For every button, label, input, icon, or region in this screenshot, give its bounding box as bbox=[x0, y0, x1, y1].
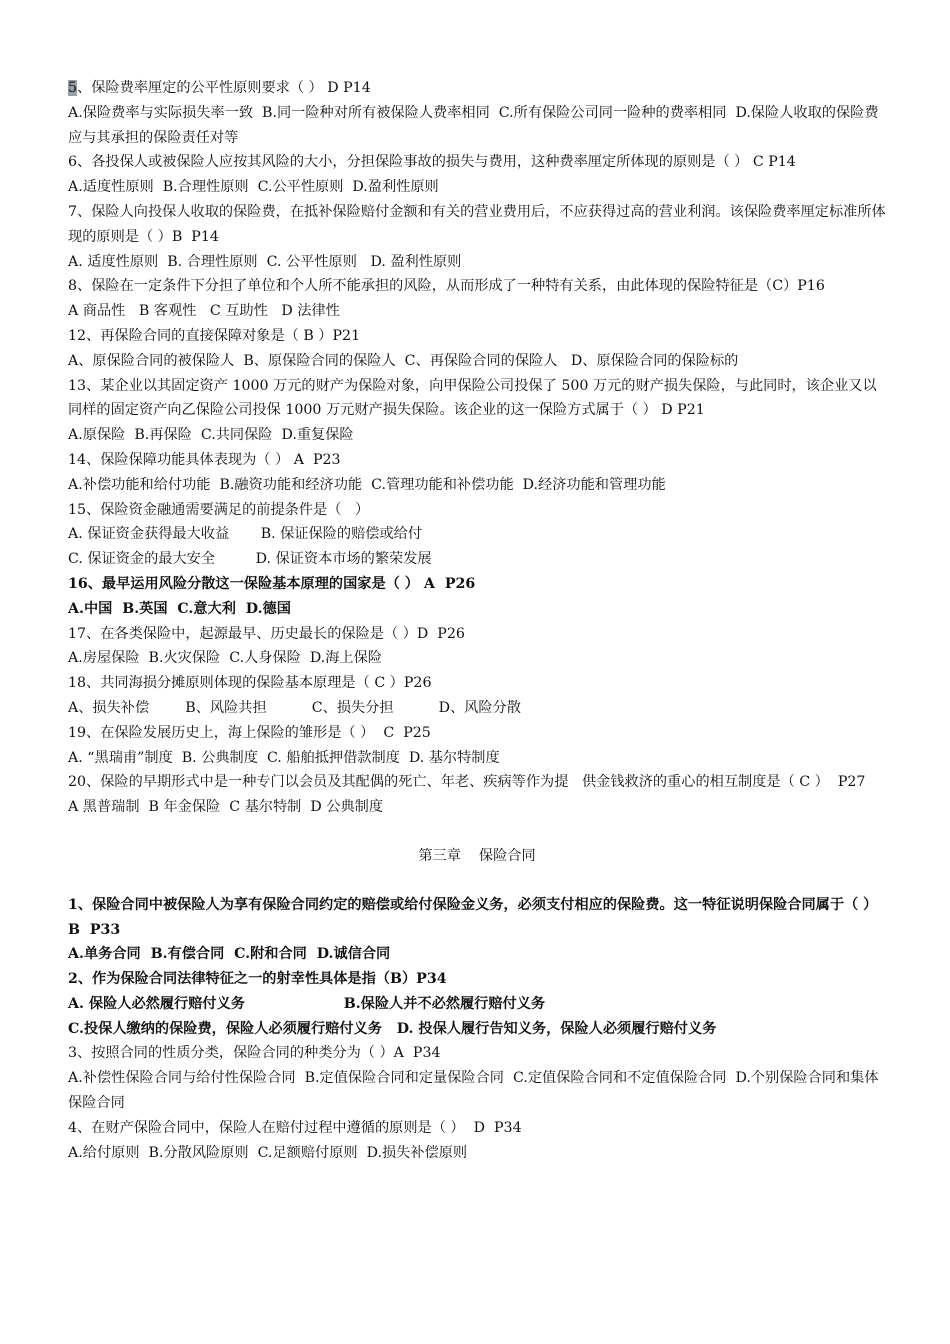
text-line: A.给付原则 B.分散风险原则 C.足额赔付原则 D.损失补偿原则 bbox=[68, 1144, 468, 1161]
text-line: A.适度性原则 B.合理性原则 C.公平性原则 D.盈利性原则 bbox=[68, 179, 439, 196]
text-line: A. 适度性原则 B. 合理性原则 C. 公平性原则 D. 盈利性原则 bbox=[68, 253, 462, 270]
text-line: 18、共同海损分摊原则体现的保险基本原理是（ C ）P26 bbox=[68, 675, 432, 692]
text-line: A.原保险 B.再保险 C.共同保险 D.重复保险 bbox=[68, 427, 354, 444]
document-page bbox=[68, 76, 886, 1165]
text-line: 1、保险合同中被保险人为享有保险合同约定的赔偿或给付保险金义务，必须支付相应的保险费。这一特征说明保险合同属于（ ） B P33 bbox=[68, 896, 888, 938]
text-line: A. 保证资金获得最大收益 B. 保证保险的赔偿或给付 bbox=[68, 526, 423, 543]
text-line: A.补偿性保险合同与给付性保险合同 B.定值保险合同和定量保险合同 C.定值保险合同和不定值保险合同 D.个别保险合同和集体保险合同 bbox=[68, 1070, 879, 1112]
text-line: C. 保证资金的最大安全 D. 保证资本市场的繁荣发展 bbox=[68, 551, 432, 568]
text-line: 4、在财产保险合同中，保险人在赔付过程中遵循的原则是（ ） D P34 bbox=[68, 1119, 522, 1136]
text-line: A.中国 B.英国 C.意大利 D.德国 bbox=[68, 600, 291, 617]
chapter-3-questions bbox=[68, 893, 886, 1166]
text-line: A、损失补偿 B、风险共担 C、损失分担 D、风险分散 bbox=[68, 699, 521, 716]
text-line: A.保险费率与实际损失率一致 B.同一险种对所有被保险人费率相同 C.所有保险公司同一险种的费率相同 D.保险人收取的保险费应与其承担的保险责任对等 bbox=[68, 104, 879, 146]
text-line: 15、保险资金融通需要满足的前提条件是（ ） bbox=[68, 501, 370, 518]
text-line: 17、在各类保险中，起源最早、历史最长的保险是（ ）D P26 bbox=[68, 625, 465, 642]
text-line: 19、在保险发展历史上，海上保险的雏形是（ ） C P25 bbox=[68, 724, 431, 741]
selection-highlight: 5 bbox=[68, 80, 78, 96]
text-line: 14、保险保障功能具体表现为（ ） A P23 bbox=[68, 451, 341, 468]
spacer bbox=[68, 820, 886, 844]
text-line: A. “黑瑞甫”制度 B. 公典制度 C. 船舶抵押借款制度 D. 基尔特制度 bbox=[68, 749, 500, 766]
text-line: 3、按照合同的性质分类，保险合同的种类分为（ ）A P34 bbox=[68, 1045, 441, 1062]
text-line: 5、保险费率厘定的公平性原则要求（ ） D P14 bbox=[68, 80, 371, 96]
text-line: A 黑普瑞制 B 年金保险 C 基尔特制 D 公典制度 bbox=[68, 799, 384, 816]
chapter-2-questions bbox=[68, 76, 886, 820]
text-line: 7、保险人向投保人收取的保险费，在抵补保险赔付金额和有关的营业费用后，不应获得过高的营业利润。该保险费率厘定标准所体现的原则是（ ）B P14 bbox=[68, 203, 886, 245]
text-line: 16、最早运用风险分散这一保险基本原理的国家是（ ） A P26 bbox=[68, 575, 476, 592]
text-line: A、原保险合同的被保险人 B、原保险合同的保险人 C、再保险合同的保险人 D、原保险合同的保险标的 bbox=[68, 352, 739, 369]
text-line: 20、保险的早期形式中是一种专门以会员及其配偶的死亡、年老、疾病等作为提 供金钱救济的重心的相互制度是（ C ） P27 bbox=[68, 774, 866, 791]
text-line: 2、作为保险合同法律特征之一的射幸性具体是指（B）P34 bbox=[68, 971, 447, 988]
spacer bbox=[68, 869, 886, 893]
text-line: A 商品性 B 客观性 C 互助性 D 法律性 bbox=[68, 303, 340, 320]
chapter-3-title: 第三章 保险合同 bbox=[418, 847, 536, 864]
text-line: 12、再保险合同的直接保障对象是（ B ）P21 bbox=[68, 327, 361, 344]
text-line: 8、保险在一定条件下分担了单位和个人所不能承担的风险，从而形成了一种特有关系，由此体现的保险特征是（C）P16 bbox=[68, 278, 825, 295]
text-line: A.补偿功能和给付功能 B.融资功能和经济功能 C.管理功能和补偿功能 D.经济功能和管理功能 bbox=[68, 476, 666, 493]
text-line: 6、各投保人或被保险人应按其风险的大小，分担保险事故的损失与费用，这种费率厘定所体现的原则是（ ） C P14 bbox=[68, 154, 796, 171]
text-line: A.房屋保险 B.火灾保险 C.人身保险 D.海上保险 bbox=[68, 650, 382, 667]
text-line: A. 保险人必然履行赔付义务 B.保险人并不必然履行赔付义务 bbox=[68, 995, 546, 1012]
text-line: C.投保人缴纳的保险费，保险人必须履行赔付义务 D. 投保人履行告知义务，保险人必须履行赔付义务 bbox=[68, 1020, 717, 1037]
text-line: A.单务合同 B.有偿合同 C.附和合同 D.诚信合同 bbox=[68, 946, 391, 963]
text-line: 13、某企业以其固定资产 1000 万元的财产为保险对象，向甲保险公司投保了 500 万元的财产损失保险，与此同时，该企业又以同样的固定资产向乙保险公司投保 1000 万元财产损失保险。该企业的这一保险方式属于（ ） D P21 bbox=[68, 377, 877, 419]
